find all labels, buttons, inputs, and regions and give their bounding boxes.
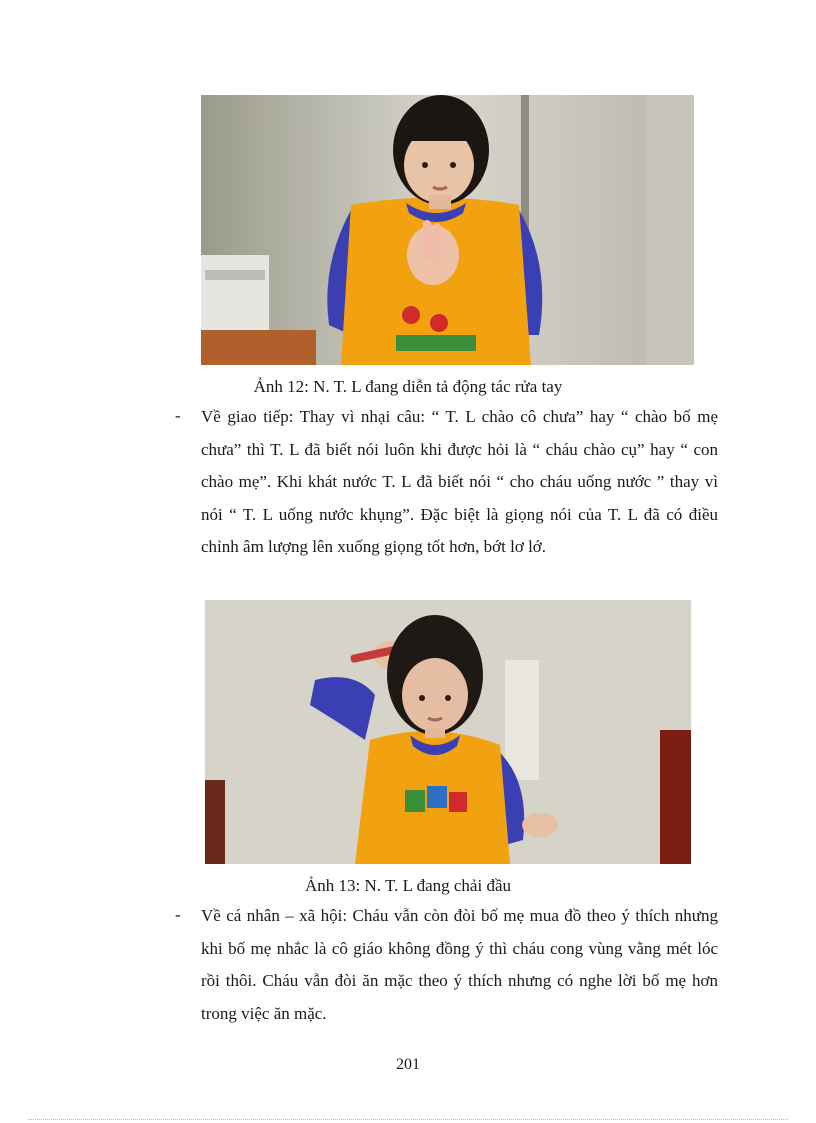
- paragraph-personal-social: Về cá nhân – xã hội: Cháu vẫn còn đòi bố mẹ mua đồ theo ý thích nhưng khi bố mẹ nhắc là cô giáo không đồng ý thì cháu cong vùng vằng mét lóc rồi thôi. Cháu vẫn đòi ăn mặc theo ý thích nhưng có nghe lời bố mẹ hơn trong việc ăn mặc.: [201, 906, 718, 1023]
- photo-illustration: [201, 95, 694, 365]
- photo-caption: Ảnh 13: N. T. L đang chải đầu: [304, 876, 511, 895]
- bullet-marker: -: [175, 406, 181, 425]
- photo-caption: Ảnh 12: N. T. L đang diễn tả động tác rửa tay: [253, 377, 563, 396]
- bullet-marker: -: [175, 905, 181, 924]
- photo-child-washing-hands: [201, 95, 694, 365]
- paragraph-communication: Về giao tiếp: Thay vì nhại câu: “ T. L chào cô chưa” hay “ chào bố mẹ chưa” thì T. L đã biết nói luôn khi được hỏi là “ cháu chào cụ” hay “ con chào mẹ”. Khi khát nước T. L đã biết nói “ cho cháu uống nước ” thay vì nói “ T. L uống nước khụng”. Đặc biệt là giọng nói của T. L đã có điều chỉnh âm lượng lên xuống giọng tốt hơn, bớt lơ lớ.: [201, 407, 718, 556]
- page-number: 201: [396, 1056, 420, 1073]
- photo-child-combing-hair: [205, 600, 691, 864]
- photo-illustration: [205, 600, 691, 864]
- footer-divider: [28, 1119, 788, 1120]
